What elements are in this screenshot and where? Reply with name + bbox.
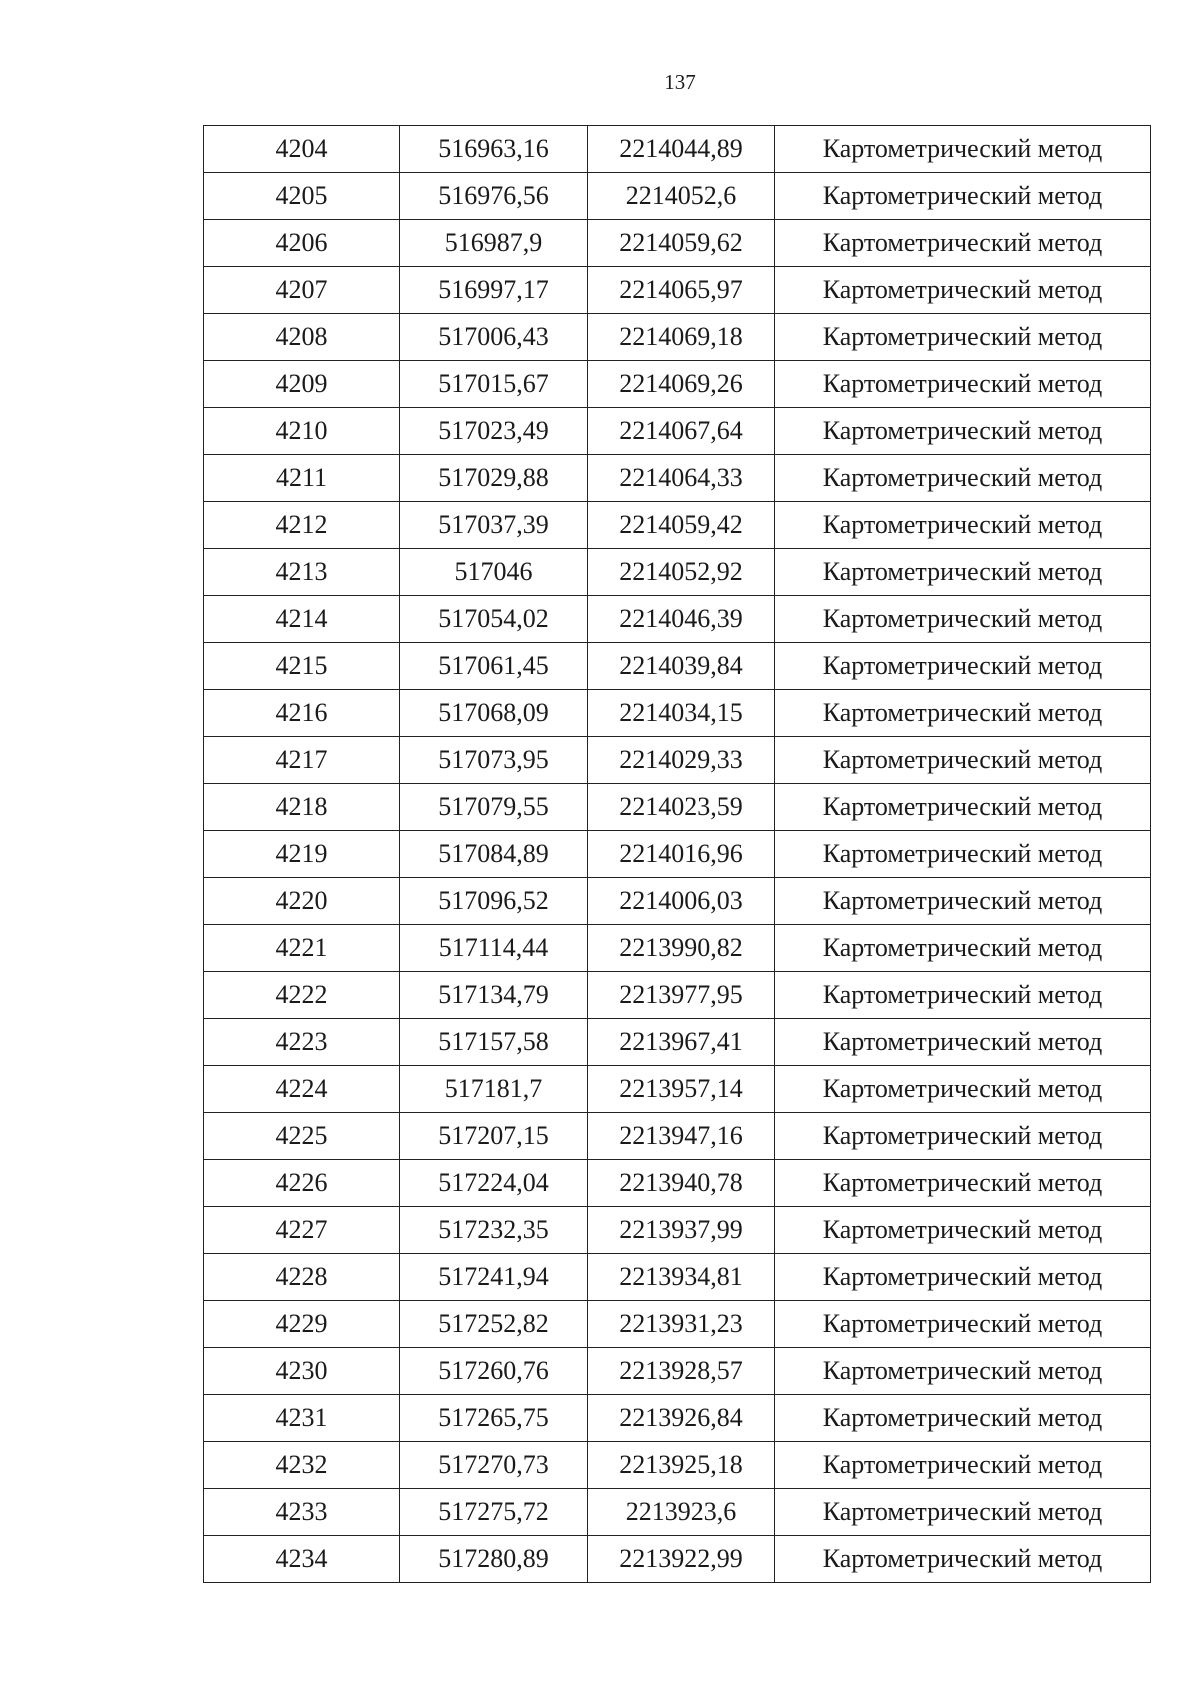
point-number-cell: 4226 <box>204 1160 400 1207</box>
table-row <box>204 455 1151 502</box>
method-cell: Картометрический метод <box>775 784 1151 831</box>
x-coordinate-cell: 517114,44 <box>400 925 588 972</box>
x-coordinate-cell: 517015,67 <box>400 361 588 408</box>
point-number-cell: 4214 <box>204 596 400 643</box>
point-number-cell: 4229 <box>204 1301 400 1348</box>
table-row <box>204 1113 1151 1160</box>
point-number-cell: 4219 <box>204 831 400 878</box>
table-row <box>204 1489 1151 1536</box>
coordinates-table-body <box>204 126 1151 1583</box>
method-cell: Картометрический метод <box>775 1160 1151 1207</box>
x-coordinate-cell: 517073,95 <box>400 737 588 784</box>
table-row <box>204 408 1151 455</box>
y-coordinate-cell: 2213931,23 <box>588 1301 775 1348</box>
point-number-cell: 4224 <box>204 1066 400 1113</box>
x-coordinate-cell: 517270,73 <box>400 1442 588 1489</box>
method-cell: Картометрический метод <box>775 267 1151 314</box>
x-coordinate-cell: 517084,89 <box>400 831 588 878</box>
table-row <box>204 596 1151 643</box>
table-row <box>204 643 1151 690</box>
method-cell: Картометрический метод <box>775 1019 1151 1066</box>
point-number-cell: 4213 <box>204 549 400 596</box>
table-row <box>204 1442 1151 1489</box>
table-row <box>204 267 1151 314</box>
table-row <box>204 878 1151 925</box>
x-coordinate-cell: 517157,58 <box>400 1019 588 1066</box>
table-row <box>204 549 1151 596</box>
table-row <box>204 126 1151 173</box>
point-number-cell: 4216 <box>204 690 400 737</box>
x-coordinate-cell: 516976,56 <box>400 173 588 220</box>
x-coordinate-cell: 517023,49 <box>400 408 588 455</box>
y-coordinate-cell: 2214044,89 <box>588 126 775 173</box>
point-number-cell: 4227 <box>204 1207 400 1254</box>
y-coordinate-cell: 2213977,95 <box>588 972 775 1019</box>
y-coordinate-cell: 2214052,6 <box>588 173 775 220</box>
y-coordinate-cell: 2213925,18 <box>588 1442 775 1489</box>
x-coordinate-cell: 517224,04 <box>400 1160 588 1207</box>
y-coordinate-cell: 2213928,57 <box>588 1348 775 1395</box>
x-coordinate-cell: 517241,94 <box>400 1254 588 1301</box>
method-cell: Картометрический метод <box>775 1489 1151 1536</box>
point-number-cell: 4212 <box>204 502 400 549</box>
y-coordinate-cell: 2213990,82 <box>588 925 775 972</box>
x-coordinate-cell: 517207,15 <box>400 1113 588 1160</box>
y-coordinate-cell: 2214059,42 <box>588 502 775 549</box>
y-coordinate-cell: 2214029,33 <box>588 737 775 784</box>
y-coordinate-cell: 2214059,62 <box>588 220 775 267</box>
page-number: 137 <box>664 70 696 94</box>
y-coordinate-cell: 2214006,03 <box>588 878 775 925</box>
method-cell: Картометрический метод <box>775 549 1151 596</box>
point-number-cell: 4208 <box>204 314 400 361</box>
y-coordinate-cell: 2213940,78 <box>588 1160 775 1207</box>
method-cell: Картометрический метод <box>775 596 1151 643</box>
method-cell: Картометрический метод <box>775 455 1151 502</box>
table-row <box>204 1254 1151 1301</box>
method-cell: Картометрический метод <box>775 314 1151 361</box>
method-cell: Картометрический метод <box>775 502 1151 549</box>
x-coordinate-cell: 517134,79 <box>400 972 588 1019</box>
y-coordinate-cell: 2213923,6 <box>588 1489 775 1536</box>
method-cell: Картометрический метод <box>775 1113 1151 1160</box>
table-row <box>204 831 1151 878</box>
table-row <box>204 220 1151 267</box>
y-coordinate-cell: 2214023,59 <box>588 784 775 831</box>
table-row <box>204 1395 1151 1442</box>
x-coordinate-cell: 517232,35 <box>400 1207 588 1254</box>
method-cell: Картометрический метод <box>775 1207 1151 1254</box>
y-coordinate-cell: 2213922,99 <box>588 1536 775 1583</box>
table-row <box>204 1207 1151 1254</box>
y-coordinate-cell: 2213934,81 <box>588 1254 775 1301</box>
method-cell: Картометрический метод <box>775 1301 1151 1348</box>
method-cell: Картометрический метод <box>775 361 1151 408</box>
y-coordinate-cell: 2214067,64 <box>588 408 775 455</box>
x-coordinate-cell: 516987,9 <box>400 220 588 267</box>
method-cell: Картометрический метод <box>775 972 1151 1019</box>
point-number-cell: 4232 <box>204 1442 400 1489</box>
y-coordinate-cell: 2214034,15 <box>588 690 775 737</box>
x-coordinate-cell: 517252,82 <box>400 1301 588 1348</box>
point-number-cell: 4222 <box>204 972 400 1019</box>
method-cell: Картометрический метод <box>775 1442 1151 1489</box>
table-row <box>204 690 1151 737</box>
method-cell: Картометрический метод <box>775 408 1151 455</box>
x-coordinate-cell: 517096,52 <box>400 878 588 925</box>
x-coordinate-cell: 517037,39 <box>400 502 588 549</box>
point-number-cell: 4207 <box>204 267 400 314</box>
table-row <box>204 502 1151 549</box>
point-number-cell: 4217 <box>204 737 400 784</box>
x-coordinate-cell: 517275,72 <box>400 1489 588 1536</box>
y-coordinate-cell: 2214052,92 <box>588 549 775 596</box>
y-coordinate-cell: 2214046,39 <box>588 596 775 643</box>
y-coordinate-cell: 2214069,18 <box>588 314 775 361</box>
point-number-cell: 4221 <box>204 925 400 972</box>
y-coordinate-cell: 2214069,26 <box>588 361 775 408</box>
x-coordinate-cell: 517006,43 <box>400 314 588 361</box>
x-coordinate-cell: 517068,09 <box>400 690 588 737</box>
y-coordinate-cell: 2213926,84 <box>588 1395 775 1442</box>
method-cell: Картометрический метод <box>775 1395 1151 1442</box>
x-coordinate-cell: 517079,55 <box>400 784 588 831</box>
table-row <box>204 737 1151 784</box>
x-coordinate-cell: 517280,89 <box>400 1536 588 1583</box>
y-coordinate-cell: 2214065,97 <box>588 267 775 314</box>
table-row <box>204 1536 1151 1583</box>
x-coordinate-cell: 517265,75 <box>400 1395 588 1442</box>
point-number-cell: 4204 <box>204 126 400 173</box>
point-number-cell: 4209 <box>204 361 400 408</box>
table-row <box>204 361 1151 408</box>
method-cell: Картометрический метод <box>775 737 1151 784</box>
point-number-cell: 4215 <box>204 643 400 690</box>
table-row <box>204 314 1151 361</box>
method-cell: Картометрический метод <box>775 220 1151 267</box>
x-coordinate-cell: 517029,88 <box>400 455 588 502</box>
method-cell: Картометрический метод <box>775 643 1151 690</box>
x-coordinate-cell: 517054,02 <box>400 596 588 643</box>
table-row <box>204 173 1151 220</box>
x-coordinate-cell: 516997,17 <box>400 267 588 314</box>
y-coordinate-cell: 2213947,16 <box>588 1113 775 1160</box>
table-row <box>204 925 1151 972</box>
y-coordinate-cell: 2213967,41 <box>588 1019 775 1066</box>
table-row <box>204 1066 1151 1113</box>
x-coordinate-cell: 517181,7 <box>400 1066 588 1113</box>
table-row <box>204 1160 1151 1207</box>
x-coordinate-cell: 517046 <box>400 549 588 596</box>
method-cell: Картометрический метод <box>775 925 1151 972</box>
method-cell: Картометрический метод <box>775 878 1151 925</box>
table-row <box>204 972 1151 1019</box>
point-number-cell: 4218 <box>204 784 400 831</box>
point-number-cell: 4225 <box>204 1113 400 1160</box>
method-cell: Картометрический метод <box>775 1066 1151 1113</box>
y-coordinate-cell: 2213937,99 <box>588 1207 775 1254</box>
point-number-cell: 4211 <box>204 455 400 502</box>
point-number-cell: 4233 <box>204 1489 400 1536</box>
point-number-cell: 4223 <box>204 1019 400 1066</box>
point-number-cell: 4210 <box>204 408 400 455</box>
method-cell: Картометрический метод <box>775 126 1151 173</box>
x-coordinate-cell: 516963,16 <box>400 126 588 173</box>
x-coordinate-cell: 517061,45 <box>400 643 588 690</box>
method-cell: Картометрический метод <box>775 1348 1151 1395</box>
point-number-cell: 4206 <box>204 220 400 267</box>
table-row <box>204 1019 1151 1066</box>
point-number-cell: 4228 <box>204 1254 400 1301</box>
point-number-cell: 4234 <box>204 1536 400 1583</box>
point-number-cell: 4231 <box>204 1395 400 1442</box>
table-row <box>204 1348 1151 1395</box>
method-cell: Картометрический метод <box>775 1254 1151 1301</box>
coordinates-table <box>203 125 1151 1583</box>
method-cell: Картометрический метод <box>775 173 1151 220</box>
y-coordinate-cell: 2213957,14 <box>588 1066 775 1113</box>
y-coordinate-cell: 2214016,96 <box>588 831 775 878</box>
method-cell: Картометрический метод <box>775 1536 1151 1583</box>
method-cell: Картометрический метод <box>775 690 1151 737</box>
point-number-cell: 4220 <box>204 878 400 925</box>
x-coordinate-cell: 517260,76 <box>400 1348 588 1395</box>
point-number-cell: 4230 <box>204 1348 400 1395</box>
method-cell: Картометрический метод <box>775 831 1151 878</box>
table-row <box>204 1301 1151 1348</box>
y-coordinate-cell: 2214039,84 <box>588 643 775 690</box>
y-coordinate-cell: 2214064,33 <box>588 455 775 502</box>
point-number-cell: 4205 <box>204 173 400 220</box>
table-row <box>204 784 1151 831</box>
